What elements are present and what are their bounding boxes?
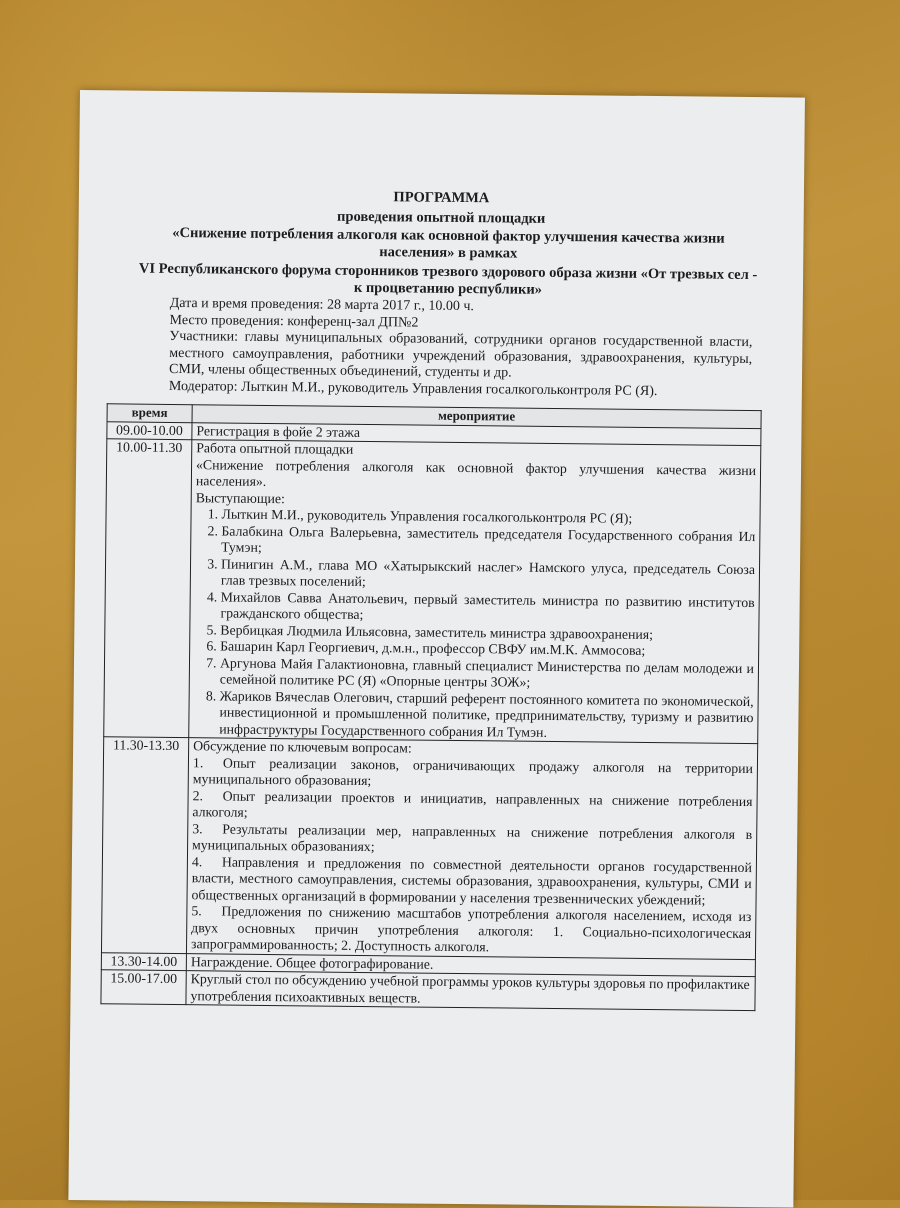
- row-event: [186, 738, 757, 959]
- speakers-list: [193, 506, 755, 743]
- row-event: Награждение. Общее фотографирование.: [186, 953, 755, 976]
- speakers-label: Выступающие:: [195, 489, 285, 506]
- event-line: Работа опытной площадки: [196, 440, 354, 457]
- datetime: Дата и время проведения: 28 марта 2017 г., 10.00 ч.: [169, 295, 475, 315]
- speaker-item: 2. Балабкина Ольга Валерьевна, заместитель председателя Государственного собрания Ил Тумэн;: [221, 523, 755, 562]
- header: [80, 90, 805, 298]
- col-event-header: мероприятие: [192, 405, 761, 428]
- topic: «Снижение потребления алкоголя как основной фактор улучшения качества жизни населения» в рамках: [172, 224, 725, 262]
- discussion-item: 5. Предложения по снижению масштабов употребления алкоголя населением, исходя из двух основных причин употребления алкоголя: 1. Социально-психологическая запрограммированность; 2. Доступность алкоголя.: [190, 903, 752, 955]
- discussion-item: 2. Опыт реализации проектов и инициатив, направленных на снижение потребления алкоголя;: [192, 787, 753, 820]
- row-time: 13.30-14.00: [101, 952, 186, 970]
- event-line: «Снижение потребления алкоголя как основной фактор улучшения качества жизни населения».: [195, 456, 757, 489]
- row-event: Круглый стол по обсуждению учебной программы уроков культуры здоровья по профилактике употребления психоактивных веществ.: [186, 971, 755, 1011]
- row-time: 15.00-17.00: [101, 970, 186, 1005]
- discussion-item: 4. Направления и предложения по совместной деятельности органов государственной власти, местного самоуправления, системы образования, здравоохранения, культуры, СМИ и общественных организаций в формировании у населения трезвеннических убеждений;: [191, 853, 752, 908]
- title: ПРОГРАММА: [393, 189, 490, 207]
- speaker-item: 5. Вербицкая Людмила Ильясовна, заместитель министра здравоохранения;: [220, 622, 754, 644]
- event-info: [169, 296, 753, 401]
- discussion-intro: Обсуждение по ключевым вопросам:: [193, 738, 412, 756]
- row-event: [189, 440, 761, 744]
- table-row: [101, 737, 757, 959]
- table-row: [104, 439, 761, 744]
- participants: Участники: главы муниципальных образований, сотрудники органов государственной власти, местного самоуправления, работники учреждений образования, здравоохранения, культуры, СМИ, члены общественных объединений, студенты и др.: [169, 328, 753, 381]
- discussion-item: 3. Результаты реализации мер, направленных на снижение потребления алкоголя в муниципальных образованиях;: [192, 820, 753, 855]
- row-time: 09.00-10.00: [107, 421, 192, 439]
- table-row: [101, 970, 755, 1011]
- speaker-item: 3. Пинигин А.М., глава МО «Хатырыкский наслег» Намского улуса, председатель Союза глав трезвых поселений;: [221, 556, 755, 595]
- row-event: Регистрация в фойе 2 этажа: [192, 422, 761, 445]
- speaker-item: 4. Михайлов Савва Анатольевич, первый заместитель министра по развитию институтов гражданского общества;: [220, 589, 754, 628]
- speaker-item: 1. Лыткин М.И., руководитель Управления госалкогольконтроля РС (Я);: [221, 507, 755, 529]
- moderator: Модератор: Лыткин М.И., руководитель Управления госалкогольконтроля РС (Я).: [168, 378, 658, 399]
- document-sheet: [68, 90, 805, 1208]
- place: Место проведения: конференц-зал ДП№2: [169, 312, 419, 331]
- forum-title: VI Республиканского форума сторонников трезвого здорового образа жизни «От трезвых сел - к процветанию республики»: [138, 260, 758, 298]
- speaker-item: 7. Аргунова Майя Галактионовна, главный специалист Министерства по делам молодежи и семейной политике РС (Я) «Опорные центры ЗОЖ»;: [220, 655, 754, 694]
- speaker-item: 8. Жариков Вячеслав Олегович, старший референт постоянного комитета по экономической, инвестиционной и промышленной политике, предпринимательству, туризму и развитию инфраструктуры Государственного собрания Ил Тумэн.: [219, 688, 753, 743]
- program-table: [100, 403, 761, 1011]
- row-time: 11.30-13.30: [101, 737, 188, 953]
- subtitle: проведения опытной площадки: [336, 208, 546, 227]
- col-time-header: время: [107, 404, 192, 422]
- speaker-item: 6. Башарин Карл Георгиевич, д.м.н., профессор СВФУ им.М.К. Аммосова;: [220, 638, 754, 660]
- discussion-item: 1. Опыт реализации законов, ограничивающих продажу алкоголя на территории муниципального образования;: [192, 754, 754, 789]
- row-time: 10.00-11.30: [104, 439, 192, 738]
